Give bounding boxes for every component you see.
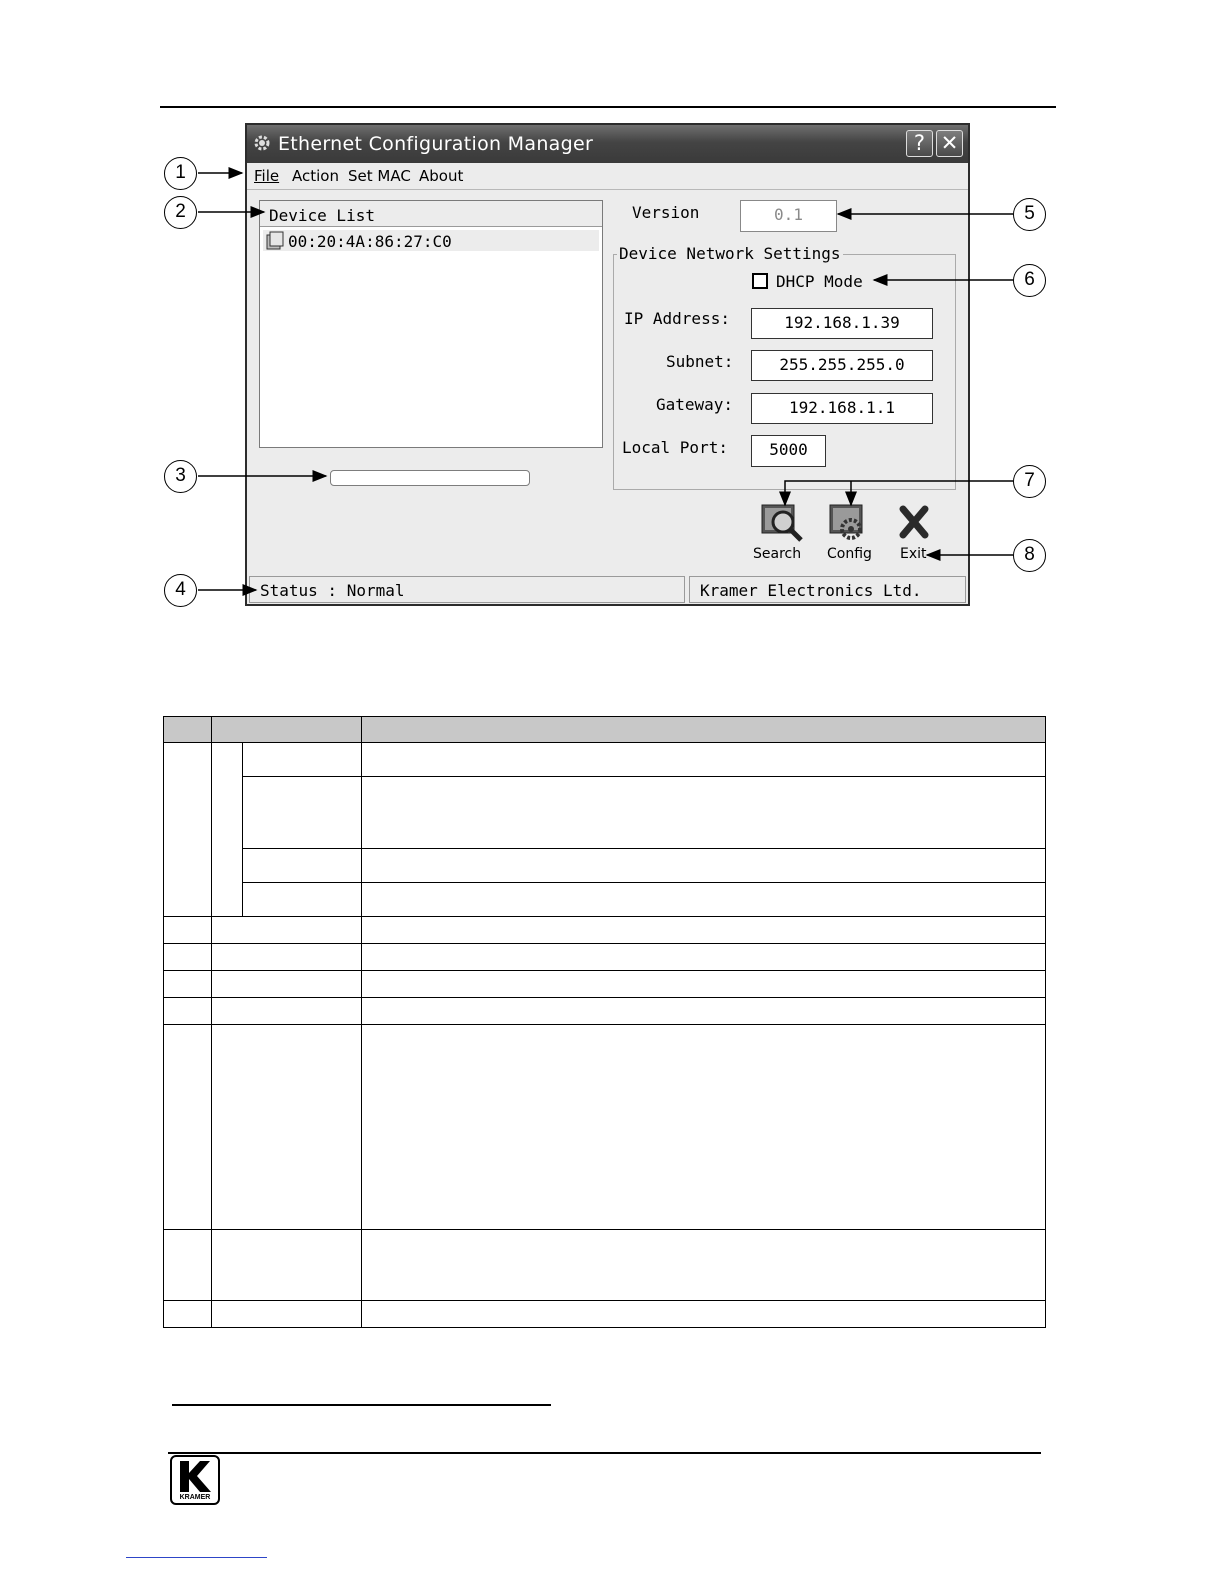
table-cell bbox=[362, 944, 1046, 971]
company-text: Kramer Electronics Ltd. bbox=[689, 576, 966, 603]
version-field: 0.1 bbox=[740, 200, 837, 232]
table-row bbox=[164, 971, 1046, 998]
table-cell bbox=[164, 743, 212, 917]
subnet-label: Subnet: bbox=[666, 352, 734, 371]
table-cell bbox=[212, 917, 362, 944]
table-cell bbox=[164, 1025, 212, 1230]
table-row bbox=[164, 917, 1046, 944]
footer-rule bbox=[168, 1452, 1041, 1454]
table-cell bbox=[362, 883, 1046, 917]
device-mac: 00:20:4A:86:27:C0 bbox=[288, 232, 452, 251]
exit-label: Exit bbox=[900, 546, 927, 562]
menu-set-mac[interactable]: Set MAC bbox=[348, 167, 411, 185]
table-row bbox=[164, 743, 1046, 777]
bottom-link-underline bbox=[126, 1557, 267, 1558]
dhcp-label: DHCP Mode bbox=[776, 272, 863, 291]
table-row bbox=[164, 944, 1046, 971]
table-cell bbox=[362, 998, 1046, 1025]
version-label: Version bbox=[632, 203, 700, 222]
table-cell bbox=[362, 1301, 1046, 1328]
table-cell bbox=[243, 777, 362, 849]
window-title: Ethernet Configuration Manager bbox=[278, 133, 594, 155]
table-row bbox=[164, 1025, 1046, 1230]
callout-4: 4 bbox=[164, 574, 197, 607]
table-cell bbox=[243, 849, 362, 883]
ip-label: IP Address: bbox=[624, 309, 730, 328]
table-cell bbox=[164, 971, 212, 998]
table-header-cell bbox=[164, 717, 212, 743]
callout-2: 2 bbox=[164, 196, 197, 229]
table-cell bbox=[362, 917, 1046, 944]
callout-arrows bbox=[0, 0, 1225, 620]
table-cell bbox=[212, 944, 362, 971]
table-cell bbox=[212, 1301, 362, 1328]
status-text: Status : Normal bbox=[249, 576, 685, 603]
table-cell bbox=[164, 917, 212, 944]
table-cell bbox=[362, 743, 1046, 777]
config-label: Config bbox=[827, 546, 872, 562]
callout-1: 1 bbox=[164, 157, 197, 190]
device-list-header: Device List bbox=[260, 201, 602, 227]
close-button[interactable]: ✕ bbox=[936, 130, 963, 157]
callout-5: 5 bbox=[1013, 198, 1046, 231]
table-cell bbox=[212, 971, 362, 998]
table-row bbox=[164, 1301, 1046, 1328]
table-cell bbox=[164, 944, 212, 971]
table-cell bbox=[164, 1301, 212, 1328]
callout-6: 6 bbox=[1013, 264, 1046, 297]
table-row bbox=[164, 883, 1046, 917]
table-row bbox=[164, 777, 1046, 849]
group-title: Device Network Settings bbox=[619, 244, 841, 263]
callout-7-line bbox=[785, 481, 1013, 505]
table-cell bbox=[212, 998, 362, 1025]
table-row bbox=[164, 849, 1046, 883]
table-cell bbox=[362, 971, 1046, 998]
search-label: Search bbox=[753, 546, 802, 562]
table-cell bbox=[362, 1230, 1046, 1301]
table-cell bbox=[164, 998, 212, 1025]
table-cell bbox=[212, 743, 243, 917]
callout-8: 8 bbox=[1013, 539, 1046, 572]
table-header-row bbox=[164, 717, 1046, 743]
gateway-label: Gateway: bbox=[656, 395, 734, 414]
kramer-logo-text: KRAMER bbox=[179, 1494, 211, 1501]
table-cell bbox=[362, 1025, 1046, 1230]
table-cell bbox=[212, 1230, 362, 1301]
description-table bbox=[163, 716, 1046, 1328]
help-button[interactable]: ? bbox=[906, 130, 933, 157]
table-header-cell bbox=[212, 717, 362, 743]
footnote-rule bbox=[172, 1404, 551, 1406]
table-row bbox=[164, 1230, 1046, 1301]
table-cell bbox=[243, 883, 362, 917]
kramer-k-mark bbox=[172, 1459, 218, 1495]
table-row bbox=[164, 998, 1046, 1025]
table-cell bbox=[243, 743, 362, 777]
table-cell bbox=[362, 849, 1046, 883]
menu-file[interactable]: File bbox=[254, 167, 280, 185]
subnet-input[interactable]: 255.255.255.0 bbox=[751, 350, 933, 381]
table-cell bbox=[212, 1025, 362, 1230]
menu-about[interactable]: About bbox=[419, 167, 464, 185]
port-label: Local Port: bbox=[622, 438, 728, 457]
gateway-input[interactable]: 192.168.1.1 bbox=[751, 393, 933, 424]
port-input[interactable]: 5000 bbox=[751, 435, 826, 467]
table-header-cell bbox=[362, 717, 1046, 743]
ip-input[interactable]: 192.168.1.39 bbox=[751, 308, 933, 339]
table-cell bbox=[164, 1230, 212, 1301]
menu-action[interactable]: Action bbox=[292, 167, 339, 185]
kramer-logo bbox=[170, 1455, 220, 1505]
callout-3: 3 bbox=[164, 460, 197, 493]
table-cell bbox=[362, 777, 1046, 849]
callout-7: 7 bbox=[1013, 465, 1046, 498]
